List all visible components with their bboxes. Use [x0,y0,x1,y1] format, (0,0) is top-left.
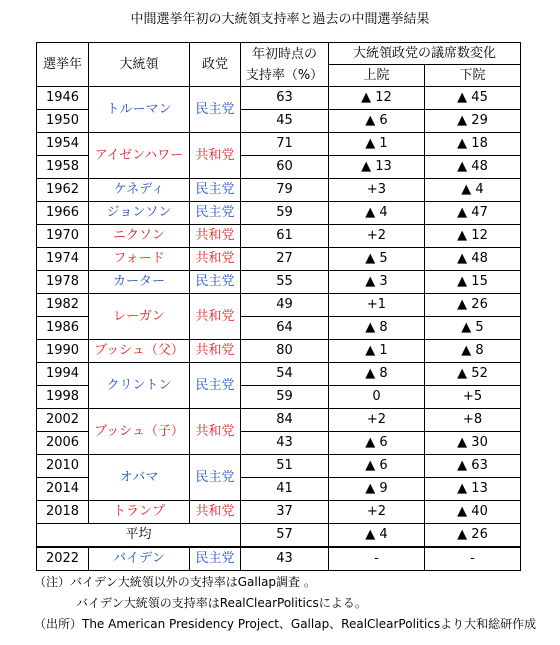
table-row [37,501,521,524]
senate-cell: ▲ 13 [329,156,425,179]
table-row [37,133,521,156]
approval-cell: 61 [241,225,329,248]
senate-cell: ▲ 6 [329,110,425,133]
year-cell: 1954 [37,133,89,156]
approval-cell: 43 [241,432,329,455]
senate-cell: ▲ 8 [329,317,425,340]
header-seat-change: 大統領政党の議席数変化 [329,43,521,65]
president-cell: クリントン [89,363,190,409]
approval-cell: 45 [241,110,329,133]
party-cell: 共和党 [190,225,241,248]
house-cell: ▲ 45 [425,87,521,110]
table-row [37,271,521,294]
note-1: （注）バイデン大統領以外の支持率はGallap調査 。 [34,575,316,589]
house-cell: ▲ 48 [425,248,521,271]
party-cell: 共和党 [190,248,241,271]
approval-cell: 27 [241,248,329,271]
note-2: バイデン大統領の支持率はRealClearPoliticsによる。 [76,596,367,610]
senate-cell: ▲ 1 [329,133,425,156]
house-cell: ▲ 48 [425,156,521,179]
senate-cell: ▲ 9 [329,478,425,501]
year-cell: 1986 [37,317,89,340]
table-title: 中間選挙年初の大統領支持率と過去の中間選挙結果 [130,12,430,27]
house-cell: +8 [425,409,521,432]
party-cell: 共和党 [190,133,241,179]
house-cell: ▲ 52 [425,363,521,386]
table-row [37,455,521,478]
header-approval [241,43,329,87]
senate-cell: ▲ 6 [329,455,425,478]
house-cell: ▲ 12 [425,225,521,248]
house-cell: ▲ 8 [425,340,521,363]
house-cell: ▲ 30 [425,432,521,455]
approval-cell: 63 [241,87,329,110]
average-label: 平均 [37,524,241,548]
house-cell: ▲ 47 [425,202,521,225]
approval-cell: 64 [241,317,329,340]
header-approval-line2: 支持率（%） [245,67,324,83]
president-cell: ブッシュ（子） [89,409,190,455]
house-cell: ▲ 15 [425,271,521,294]
notes [34,572,536,635]
header-president: 大統領 [89,43,190,87]
president-cell: オバマ [89,455,190,501]
senate-cell: - [329,547,425,571]
senate-cell: +2 [329,501,425,524]
average-approval: 57 [241,524,329,548]
approval-cell: 54 [241,363,329,386]
approval-cell: 55 [241,271,329,294]
party-cell: 民主党 [190,202,241,225]
source-note: （出所）The American Presidency Project、Gallap、RealClearPoliticsより大和総研作成 [34,617,537,631]
header-house: 下院 [425,65,521,87]
year-cell: 1990 [37,340,89,363]
approval-cell: 41 [241,478,329,501]
year-cell: 1994 [37,363,89,386]
senate-cell: ▲ 8 [329,363,425,386]
house-cell: ▲ 40 [425,501,521,524]
table-row [37,294,521,317]
header-party: 政党 [190,43,241,87]
table-row [37,202,521,225]
president-cell: レーガン [89,294,190,340]
senate-cell: ▲ 3 [329,271,425,294]
year-cell: 1998 [37,386,89,409]
senate-cell: +2 [329,409,425,432]
year-cell: 1966 [37,202,89,225]
approval-cell: 59 [241,202,329,225]
president-cell: アイゼンハワー [89,133,190,179]
president-cell: カーター [89,271,190,294]
president-cell: ケネディ [89,179,190,202]
header-senate: 上院 [329,65,425,87]
table-row [37,248,521,271]
president-cell: バイデン [89,547,190,571]
house-cell: ▲ 63 [425,455,521,478]
year-cell: 1950 [37,110,89,133]
president-cell: ブッシュ（父） [89,340,190,363]
table-row [37,340,521,363]
year-cell: 1958 [37,156,89,179]
party-cell: 共和党 [190,294,241,340]
house-cell: ▲ 5 [425,317,521,340]
year-cell: 1970 [37,225,89,248]
senate-cell: ▲ 1 [329,340,425,363]
approval-cell: 60 [241,156,329,179]
year-cell: 1962 [37,179,89,202]
senate-cell: ▲ 5 [329,248,425,271]
year-cell: 2014 [37,478,89,501]
approval-cell: 59 [241,386,329,409]
senate-cell: ▲ 4 [329,202,425,225]
year-cell: 2018 [37,501,89,524]
senate-cell: +3 [329,179,425,202]
president-cell: ジョンソン [89,202,190,225]
house-cell: - [425,547,521,571]
table-row [37,409,521,432]
current-row [37,547,521,571]
house-cell: ▲ 4 [425,179,521,202]
header-year: 選挙年 [37,43,89,87]
year-cell: 2002 [37,409,89,432]
house-cell: ▲ 29 [425,110,521,133]
approval-cell: 84 [241,409,329,432]
party-cell: 民主党 [190,179,241,202]
house-cell: ▲ 26 [425,294,521,317]
approval-cell: 49 [241,294,329,317]
party-cell: 民主党 [190,271,241,294]
year-cell: 1978 [37,271,89,294]
approval-cell: 43 [241,547,329,571]
senate-cell: +2 [329,225,425,248]
approval-cell: 51 [241,455,329,478]
average-house: ▲ 26 [425,524,521,548]
year-cell: 1974 [37,248,89,271]
house-cell: ▲ 13 [425,478,521,501]
president-cell: ニクソン [89,225,190,248]
approval-cell: 79 [241,179,329,202]
house-cell: ▲ 18 [425,133,521,156]
president-cell: トランプ [89,501,190,524]
average-row [37,524,521,548]
approval-cell: 37 [241,501,329,524]
senate-cell: 0 [329,386,425,409]
president-cell: フォード [89,248,190,271]
senate-cell: +1 [329,294,425,317]
table-row [37,225,521,248]
year-cell: 1946 [37,87,89,110]
party-cell: 民主党 [190,363,241,409]
table-row [37,87,521,110]
party-cell: 共和党 [190,501,241,524]
approval-cell: 80 [241,340,329,363]
midterm-table [36,42,521,571]
party-cell: 民主党 [190,547,241,571]
approval-cell: 71 [241,133,329,156]
senate-cell: ▲ 12 [329,87,425,110]
header-approval-line1: 年初時点の [251,46,317,62]
party-cell: 民主党 [190,87,241,133]
year-cell: 2022 [37,547,89,571]
table-row [37,179,521,202]
party-cell: 共和党 [190,409,241,455]
party-cell: 共和党 [190,340,241,363]
party-cell: 民主党 [190,455,241,501]
year-cell: 1982 [37,294,89,317]
house-cell: +5 [425,386,521,409]
table-row [37,363,521,386]
average-senate: ▲ 4 [329,524,425,548]
senate-cell: ▲ 6 [329,432,425,455]
year-cell: 2006 [37,432,89,455]
president-cell: トルーマン [89,87,190,133]
year-cell: 2010 [37,455,89,478]
